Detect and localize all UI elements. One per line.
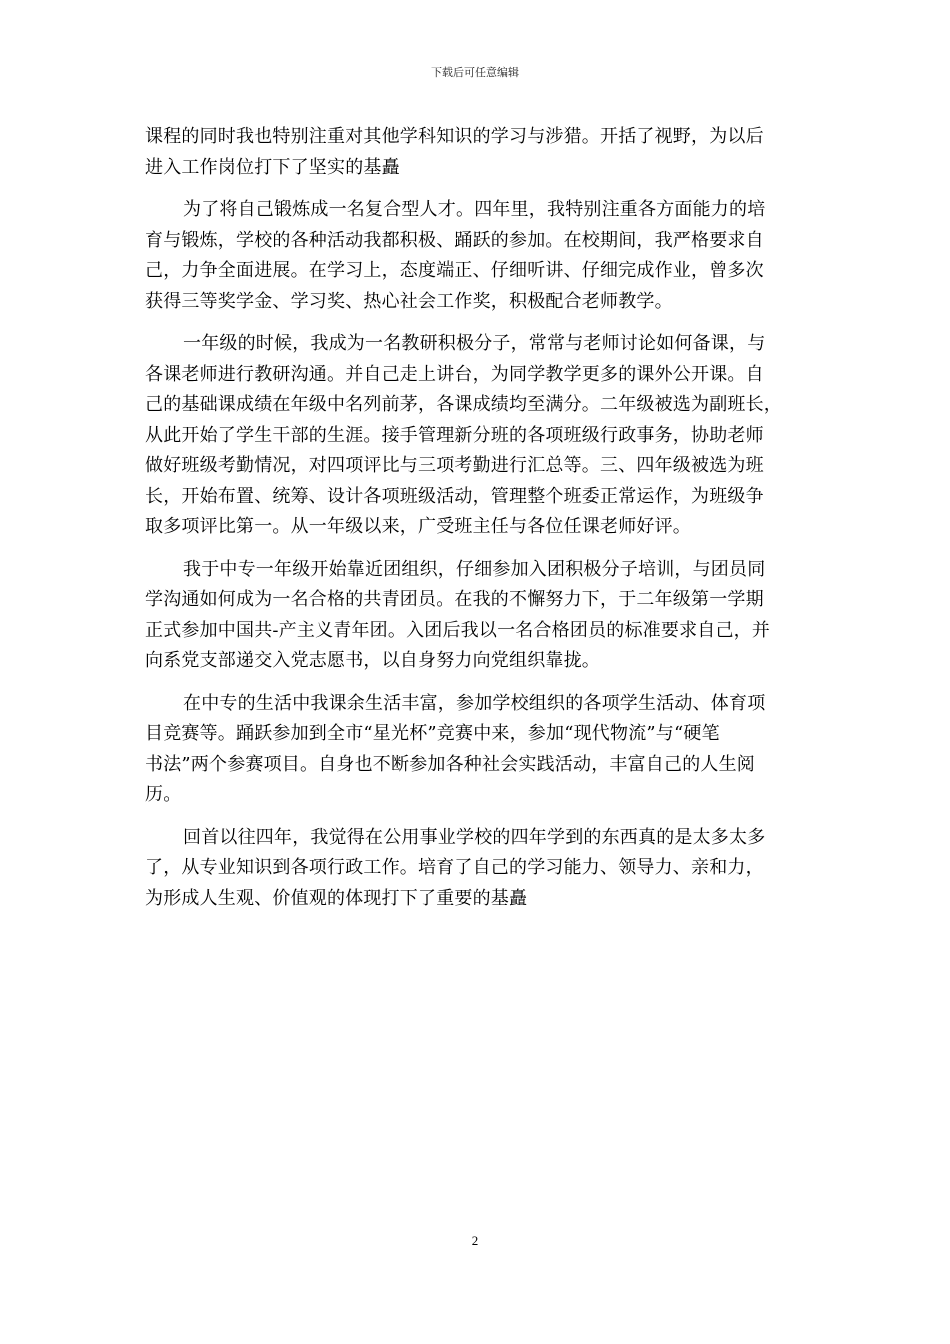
text-line: 为了将自己锻炼成一名复合型人才。四年里，我特别注重各方面能力的培 [183,199,766,220]
text-line: 回首以往四年，我觉得在公用事业学校的四年学到的东西真的是太多太多 [183,826,766,848]
text-line: 育与锻炼，学校的各种活动我都积极、踊跃的参加。在校期间，我严格要求自 [145,229,764,251]
page-header: 下载后可任意编辑 [431,66,519,79]
text-line: 己的基础课成绩在年级中名列前茅，各课成绩均至满分。二年级被选为副班长， [145,394,782,415]
text-line: 学沟通如何成为一名合格的共青团员。在我的不懈努力下，于二年级第一学期 [145,589,764,610]
paragraph-league [145,555,810,677]
text-line: 历。 [145,784,182,805]
paragraph-continuation [145,122,810,183]
text-line: 一年级的时候，我成为一名教研积极分子，常常与老师讨论如何备课，与 [183,333,766,354]
paragraph-first-year [145,329,810,543]
text-line: 在中专的生活中我课余生活丰富，参加学校组织的各项学生活动、体育项 [183,692,766,714]
text-line: 从此开始了学生干部的生涯。接手管理新分班的各项班级行政事务，协助老师 [145,424,764,446]
text-line: 做好班级考勤情况，对四项评比与三项考勤进行汇总等。三、四年级被选为班 [145,455,764,476]
text-line: 各课老师进行教研沟通。并自己走上讲台，为同学教学更多的课外公开课。自 [145,363,764,385]
text-line: 己，力争全面进展。在学习上，态度端正、仔细听讲、仔细完成作业，曾多次 [145,260,764,281]
text-line: 目竞赛等。踊跃参加到全市“星光杯”竞赛中来，参加“现代物流”与“硬笔 [145,723,720,744]
text-line: 向系党支部递交入党志愿书，以自身努力向党组织靠拢。 [145,650,600,671]
paragraph-conclusion [145,823,810,915]
text-line: 获得三等奖学金、学习奖、热心社会工作奖，积极配合老师教学。 [145,290,673,312]
text-line: 了，从专业知识到各项行政工作。培育了自己的学习能力、领导力、亲和力， [145,857,764,878]
text-line: 课程的同时我也特别注重对其他学科知识的学习与涉猎。开括了视野，为以后 [145,126,764,147]
paragraph-abilities [145,195,810,317]
text-line: 为形成人生观、价值观的体现打下了重要的基矗 [145,887,528,909]
text-line: 进入工作岗位打下了坚实的基矗 [145,156,400,178]
text-line: 正式参加中国共-产主义青年团。入团后我以一名合格团员的标准要求自己，并 [145,619,771,641]
document-body [145,122,810,926]
text-line: 书法”两个参赛项目。自身也不断参加各种社会实践活动，丰富自己的人生阅 [145,753,755,775]
page-number: 2 [471,1233,479,1248]
paragraph-activities [145,689,810,811]
text-line: 长，开始布置、统筹、设计各项班级活动，管理整个班委正常运作，为班级争 [145,485,764,507]
text-line: 取多项评比第一。从一年级以来，广受班主任与各位任课老师好评。 [145,516,691,537]
text-line: 我于中专一年级开始靠近团组织，仔细参加入团积极分子培训，与团员同 [183,558,766,580]
